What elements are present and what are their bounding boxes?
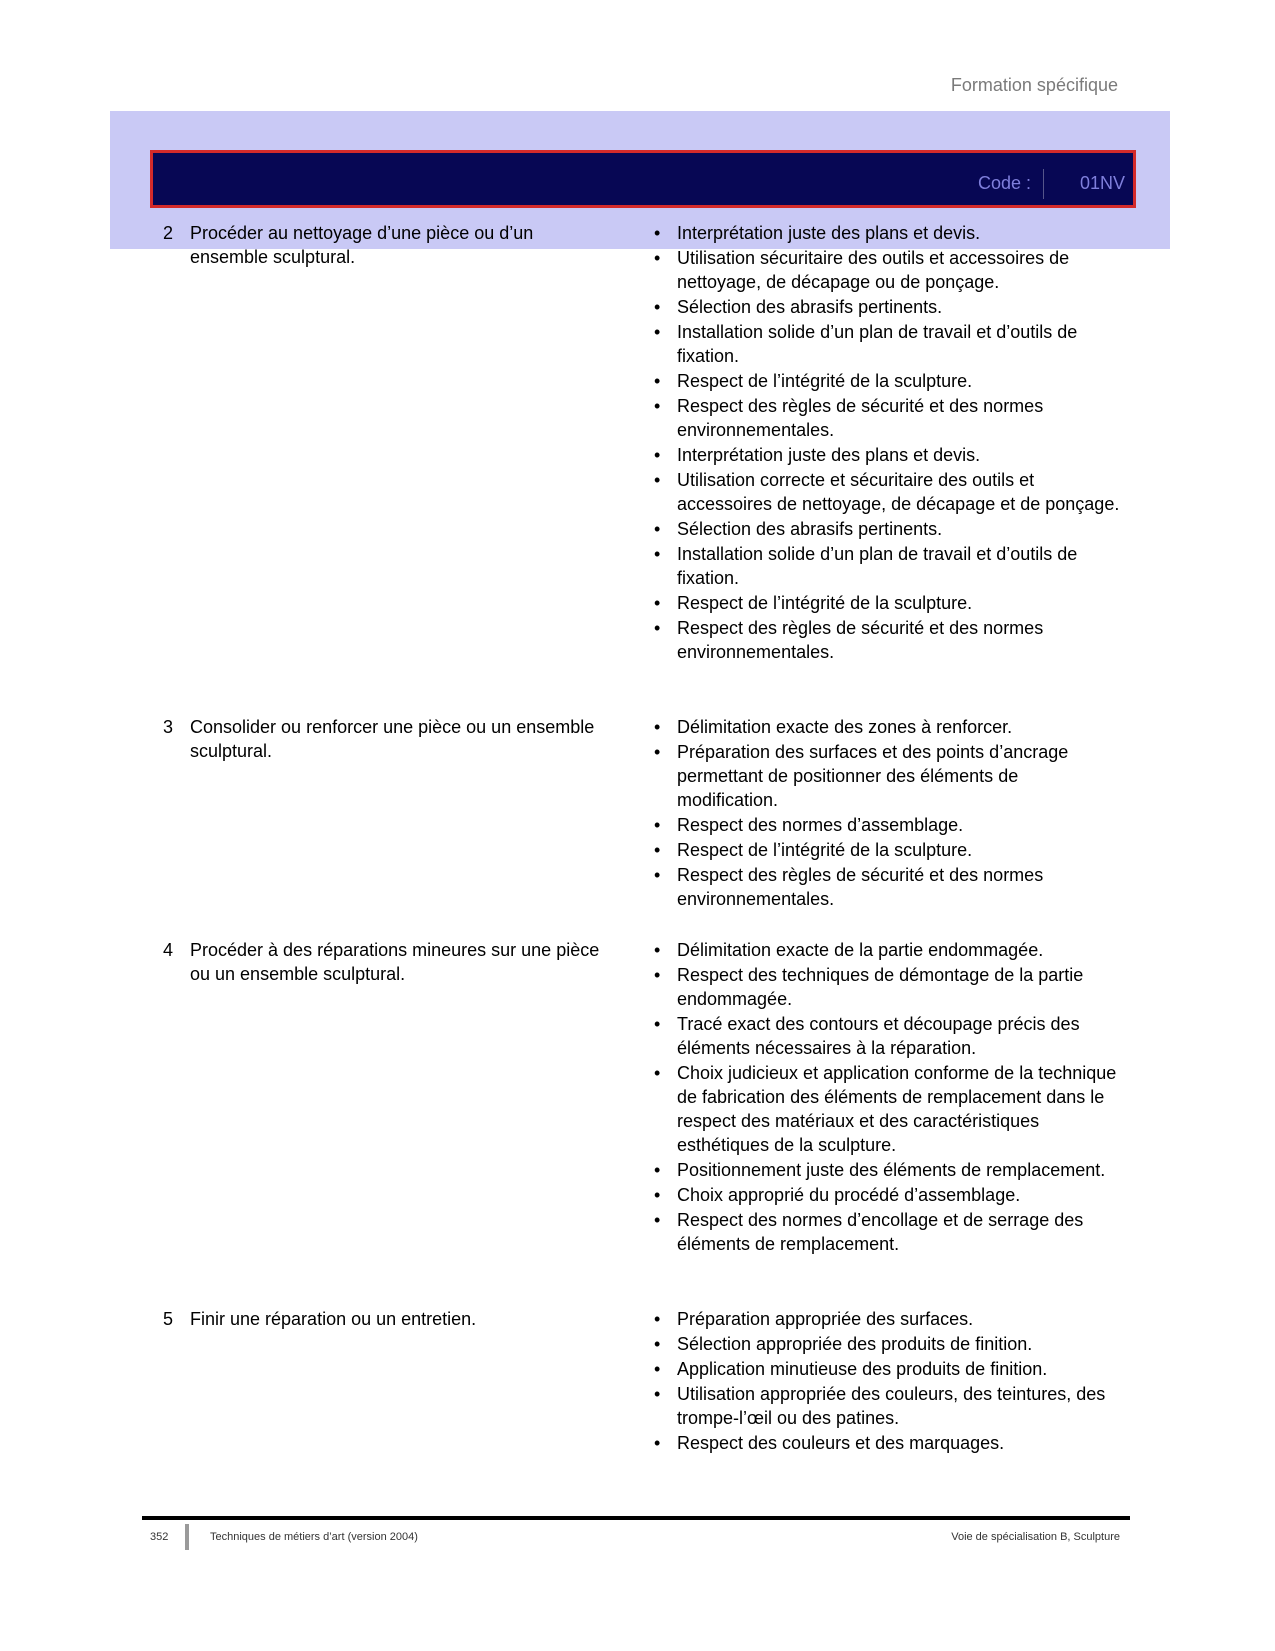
criteria-list [653,1307,1123,1456]
competency-number: 4 [163,940,174,960]
criterion-item: • Tracé exact des contours et découpage précis des éléments nécessaires à la réparation. [653,1012,1123,1060]
criterion-item: • Utilisation sécuritaire des outils et accessoires de nettoyage, de décapage ou de ponçage. [653,246,1123,294]
criterion-item: • Respect des règles de sécurité et des normes environnementales. [653,863,1123,911]
footer-document-title: Techniques de métiers d’art (version 2004) [210,1531,418,1543]
criterion-item: • Installation solide d’un plan de travail et d’outils de fixation. [653,542,1123,590]
criterion-item: • Respect de l’intégrité de la sculpture. [653,591,1123,615]
criterion-item: • Respect de l’intégrité de la sculpture. [653,838,1123,862]
criterion-item: • Respect des règles de sécurité et des normes environnementales. [653,616,1123,664]
criterion-item: • Installation solide d’un plan de travail et d’outils de fixation. [653,320,1123,368]
criterion-item: • Sélection des abrasifs pertinents. [653,295,1123,319]
criterion-item: • Choix judicieux et application conforme de la technique de fabrication des éléments de remplacement dans le respect des matériaux et des caractéristiques esthétiques de la sculpture. [653,1061,1123,1157]
code-label: Code : [978,173,1032,193]
competency-number: 2 [163,223,174,243]
criterion-item: • Délimitation exacte des zones à renforcer. [653,715,1123,739]
competency-statement [163,221,633,269]
footer-separator [185,1524,189,1550]
criterion-item: • Application minutieuse des produits de finition. [653,1357,1123,1381]
competency-statement [163,938,633,986]
criteria-list [653,938,1123,1257]
criteria-list [653,221,1123,665]
code-bar [150,150,1136,208]
criterion-item: • Délimitation exacte de la partie endommagée. [653,938,1123,962]
competency-number: 3 [163,717,174,737]
page-number: 352 [150,1531,169,1543]
competency-text: Finir une réparation ou un entretien. [190,1309,477,1329]
criteria-list [653,715,1123,912]
criterion-item: • Respect des règles de sécurité et des normes environnementales. [653,394,1123,442]
code-separator [1043,169,1044,199]
criterion-item: • Préparation appropriée des surfaces. [653,1307,1123,1331]
competency-text: Consolider ou renforcer une pièce ou un ensemble sculptural. [190,717,595,761]
competency-text: Procéder à des réparations mineures sur une pièce ou un ensemble sculptural. [190,940,600,984]
competency-statement [163,1307,633,1331]
criterion-item: • Préparation des surfaces et des points d’ancrage permettant de positionner des éléments de modification. [653,740,1123,812]
running-head: Formation spécifique [950,75,1118,95]
criterion-item: • Respect des couleurs et des marquages. [653,1431,1123,1455]
criterion-item: • Positionnement juste des éléments de remplacement. [653,1158,1123,1182]
criterion-item: • Interprétation juste des plans et devis. [653,221,1123,245]
criterion-item: • Choix approprié du procédé d’assemblage. [653,1183,1123,1207]
competency-text: Procéder au nettoyage d’une pièce ou d’un ensemble sculptural. [190,223,534,267]
criterion-item: • Respect des normes d’encollage et de serrage des éléments de remplacement. [653,1208,1123,1256]
criterion-item: • Respect des techniques de démontage de la partie endommagée. [653,963,1123,1011]
competency-statement [163,715,633,763]
criterion-item: • Utilisation appropriée des couleurs, des teintures, des trompe-l’œil ou des patines. [653,1382,1123,1430]
footer-rule [142,1516,1130,1520]
criterion-item: • Sélection des abrasifs pertinents. [653,517,1123,541]
criterion-item: • Respect des normes d’assemblage. [653,813,1123,837]
code-value: 01NV [1079,173,1125,193]
page-footer [150,1530,1120,1546]
competency-number: 5 [163,1309,174,1329]
criterion-item: • Utilisation correcte et sécuritaire des outils et accessoires de nettoyage, de décapage et de ponçage. [653,468,1123,516]
criterion-item: • Interprétation juste des plans et devis. [653,443,1123,467]
criterion-item: • Sélection appropriée des produits de finition. [653,1332,1123,1356]
criterion-item: • Respect de l’intégrité de la sculpture. [653,369,1123,393]
footer-section-title: Voie de spécialisation B, Sculpture [951,1531,1120,1543]
